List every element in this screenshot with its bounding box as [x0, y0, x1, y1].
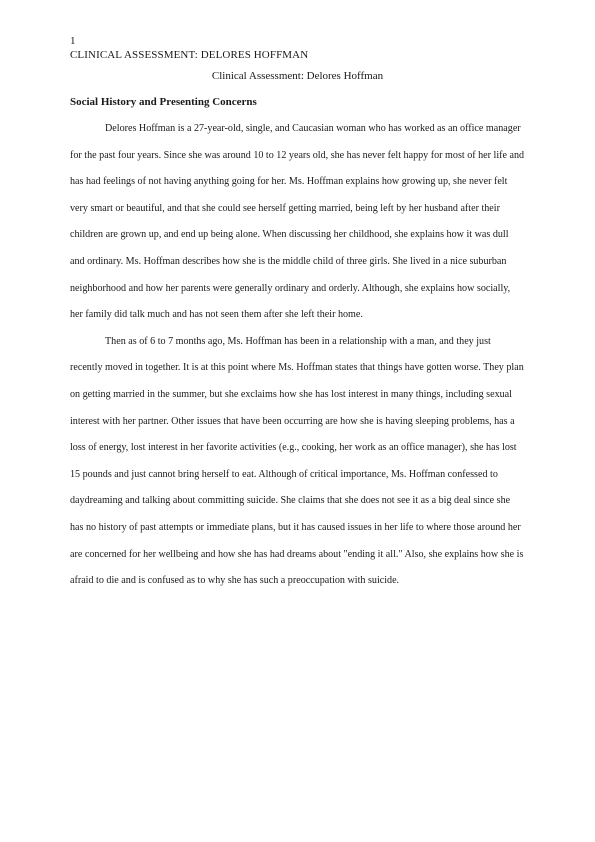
paragraph-presenting-concerns: Then as of 6 to 7 months ago, Ms. Hoffman has been in a relationship with a man, and they just recently moved in together. It is at this point where Ms. Hoffman states that things have gotten worse. They plan on getting married in the summer, but she exclaims how she has lost interest in many things, including sexual interest with her partner. Other issues that have been occurring are how she is having sleeping problems, has a loss of energy, lost interest in her favorite activities (e.g., cooking, her work as an office manager), she has lost 15 pounds and just cannot bring herself to eat. Although of critical importance, Ms. Hoffman confessed to daydreaming and talking about committing suicide. She claims that she does not see it as a big deal since she has no history of past attempts or immediate plans, but it has caused issues in her life to where those around her are concerned for her wellbeing and how she has had dreams about "ending it all." Also, she explains how she is afraid to die and is confused as to why she has such a preoccupation with suicide. [70, 335, 524, 587]
document-title: Clinical Assessment: Delores Hoffman [211, 70, 384, 82]
body-text [70, 116, 525, 595]
page-number: 1 [70, 35, 76, 47]
section-heading: Social History and Presenting Concerns [70, 96, 257, 108]
running-head: CLINICAL ASSESSMENT: DELORES HOFFMAN [70, 49, 309, 61]
paragraph-social-history: Delores Hoffman is a 27-year-old, single, and Caucasian woman who has worked as an office manager for the past four years. Since she was around 10 to 12 years old, she has never felt happy for most of her life and has had feelings of not having anything going for her. Ms. Hoffman explains how growing up, she never felt very smart or beautiful, and that she could see herself getting married, being left by her husband after their children are grown up, and end up being alone. When discussing her childhood, she explains how it was dull and ordinary. Ms. Hoffman describes how she is the middle child of three girls. She lived in a nice suburban neighborhood and how her parents were generally ordinary and orderly. Although, she explains how socially, her family did talk much and has not seen them after she left their home. [70, 123, 525, 321]
